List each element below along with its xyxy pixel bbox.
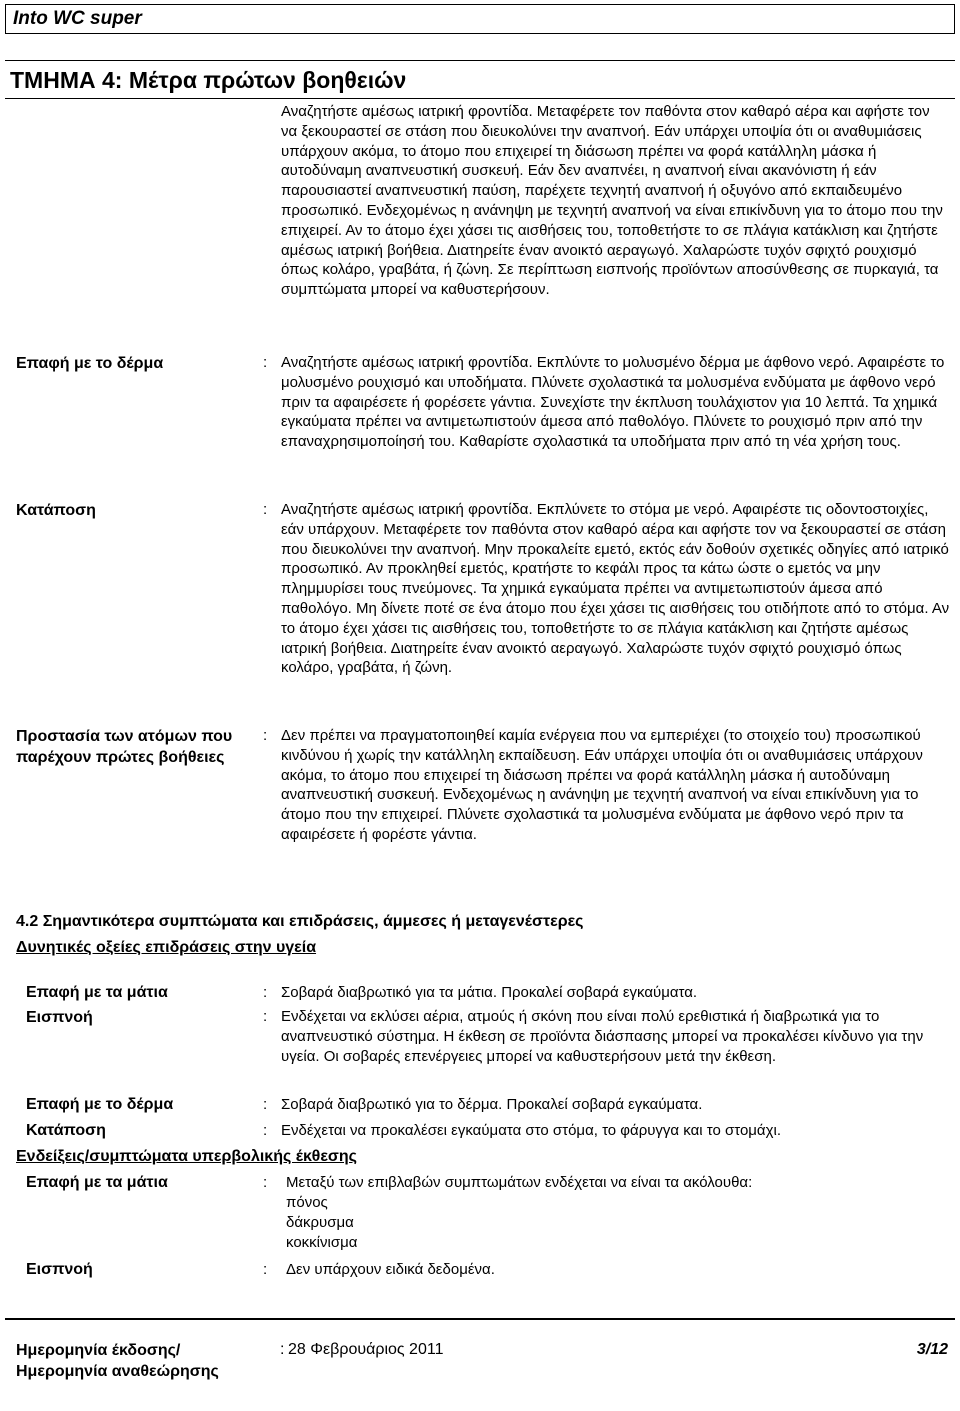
colon: : (263, 354, 268, 371)
header-bar (5, 4, 955, 34)
ingestion-text: Αναζητήστε αμέσως ιατρική φροντίδα. Εκπλύνετε το στόμα με νερό. Αφαιρέστε τις οδοντοστοιχίες, εάν υπάρχουν. Μεταφέρετε τον παθόντα στον καθαρό αέρα και αφήστε τον να ξεκουραστεί σε στάση που διευκολύνει την αναπνοή. Μην προκαλείτε εμετό, εκτός εάν δοθούν σχετικές οδηγίες από ιατρικό προσωπικό. Αν προκληθεί εμετός, κρατήστε το κεφάλι προς τα κάτω ώστε ο εμετός να μην πλημμυρίσει τους πνεύμονες. Τα χημικά εγκαύματα πρέπει να αντιμετωπιστούν άμεσα από παθολόγο. Μη δίνετε ποτέ σε ένα άτομο που έχει χάσει τις αισθήσεις του οτιδήποτε από το στόμα. Αν το άτομο έχει χάσει τις αισθήσεις του, τοποθετήστε το σε πλάγια κατάκλιση και ζητήστε αμέσως ιατρική βοήθεια. Διατηρείτε έναν ανοικτό αεραγωγό. Χαλαρώστε τυχόν σφιχτό ρουχισμό όπως κολάρο, γραβάτα, ή ζώνη. (281, 501, 950, 677)
skin-contact-text-2: Σοβαρά διαβρωτικό για το δέρμα. Προκαλεί σοβαρά εγκαύματα. (281, 1096, 703, 1113)
skin-contact-label-2: Επαφή με το δέρμα (26, 1096, 174, 1113)
ingestion-label-2: Κατάποση (26, 1122, 106, 1139)
eye-contact-label: Επαφή με τα μάτια (26, 984, 168, 1001)
symptoms-heading: 4.2 Σημαντικότερα συμπτώματα και επιδράσεις, άμμεσες ή μεταγενέστερες (16, 913, 584, 930)
colon: : (263, 1122, 268, 1139)
revision-date-value: 28 Φεβρουάριος 2011 (288, 1341, 444, 1358)
overexposure-heading: Ενδείξεις/συμπτώματα υπερβολικής έκθεσης (16, 1148, 357, 1165)
overexposure-eye-label: Επαφή με τα μάτια (26, 1174, 168, 1191)
symptom-item: κοκκίνισμα (286, 1234, 358, 1251)
ingestion-label: Κατάποση (16, 502, 96, 519)
inhalation-label: Εισπνοή (26, 1009, 93, 1026)
overexposure-inhalation-label: Εισπνοή (26, 1261, 93, 1278)
colon: : (280, 1341, 285, 1358)
inhalation-text: Ενδέχεται να εκλύσει αέρια, ατμούς ή σκόνη που είναι πολύ ερεθιστικά ή διαβρωτικά για το αναπνευστικό σύστημα. Η έκθεση σε προϊόντα διάσπασης μπορεί να προκαλέσει κίνδυνο για την υγεία. Οι σοβαρές επενέργειες μπορεί να καθυστερήσουν μετά την έκθεση. (281, 1008, 924, 1065)
colon: : (263, 1261, 268, 1278)
skin-contact-text: Αναζητήστε αμέσως ιατρική φροντίδα. Εκπλύντε το μολυσμένο δέρμα με άφθονο νερό. Αφαιρέστε το μολυσμένο ρουχισμό και υποδήματα. Πλύνετε σχολαστικά τα μολυσμένα ενδύματα με άφθονο νερό πριν τα αφαιρέσετε ή φορέσετε γάντια. Συνεχίστε την έκπλυση τουλάχιστον για 10 λεπτά. Τα χημικά εγκαύματα πρέπει να αντιμετωπιστούν άμεσα από παθολόγο. Πλύνετε το ρουχισμό πριν από την επαναχρησιμοποίησή του. Καθαρίστε σχολαστικά τα υποδήματα πριν από τη νέα χρήση τους. (281, 354, 945, 451)
first-aider-protection-text: Δεν πρέπει να πραγματοποιηθεί καμία ενέργεια που να εμπεριέχει (το στοιχείο του) προσωπικού κινδύνου ή χωρίς την κατάλληλη εκπαίδευση. Εάν υπάρχει υποψία ότι οι αναθυμιάσεις υπάρχουν ακόμα, το άτομο που επιχειρεί τη διάσωση πρέπει να φορά κατάλληλη μάσκα ή αυτοδύναμη αναπνευστική συσκευή. Ενδεχομένως η ανάνηψη με τεχνητή αναπνοή να είναι επικίνδυνη για το άτομο που την επιχειρεί. Πλύνετε σχολαστικά τα μολυσμένα ενδύματα με άφθονο νερό πριν τα αφαιρέσετε ή φορέστε γάντια. (281, 727, 923, 843)
colon: : (263, 984, 268, 1001)
colon: : (263, 1008, 268, 1025)
colon: : (263, 501, 268, 518)
footer-divider (5, 1318, 955, 1320)
colon: : (263, 1096, 268, 1113)
colon: : (263, 727, 268, 744)
acute-effects-heading: Δυνητικές οξείες επιδράσεις στην υγεία (16, 939, 317, 956)
symptom-item: πόνος (286, 1194, 328, 1211)
overexposure-eye-intro: Μεταξύ των επιβλαβών συμπτωμάτων ενδέχεται να είναι τα ακόλουθα: (286, 1174, 753, 1191)
page-number: 3/12 (916, 1341, 948, 1358)
colon: : (263, 1174, 268, 1191)
ingestion-text-2: Ενδέχεται να προκαλέσει εγκαύματα στο στόμα, το φάρυγγα και το στομάχι. (281, 1122, 781, 1139)
skin-contact-label: Επαφή με το δέρμα (16, 355, 164, 372)
product-name: Into WC super (13, 8, 142, 29)
overexposure-inhalation-text: Δεν υπάρχουν ειδικά δεδομένα. (286, 1261, 495, 1278)
first-aider-protection-label: Προστασία των ατόμων που παρέχουν πρώτες βοήθειες (16, 728, 233, 766)
inhalation-text-continued: Αναζητήστε αμέσως ιατρική φροντίδα. Μεταφέρετε τον παθόντα στον καθαρό αέρα και αφήστε τον να ξεκουραστεί σε στάση που διευκολύνει την αναπνοή. Εάν υπάρχει υποψία ότι οι αναθυμιάσεις υπάρχουν ακόμα, το άτομο που επιχειρεί τη διάσωση πρέπει να φορά κατάλληλη μάσκα ή αυτοδύναμη αναπνευστική συσκευή. Εάν δεν αναπνέει, η αναπνοή είναι ακανόνιστη ή εάν παρουσιαστεί αναπνευστική παύση, παρέχετε τεχνητή αναπνοή ή οξυγόνο από εκπαιδευμένο προσωπικό. Ενδεχομένως η ανάνηψη με τεχνητή αναπνοή να είναι επικίνδυνη για το άτομο που την επιχειρεί. Αν το άτομο έχει χάσει τις αισθήσεις του, τοποθετήστε το σε πλάγια κατάκλιση και ζητήστε αμέσως ιατρική βοήθεια. Διατηρείτε έναν ανοικτό αεραγωγό. Χαλαρώστε τυχόν σφιχτό ρουχισμό όπως κολάρο, γραβάτα, ή ζώνη. Σε περίπτωση εισπνοής προϊόντων αποσύνθεσης σε πυρκαγιά, τα συμπτώματα μπορεί να καθυστερήσουν. (281, 103, 943, 299)
section-header (5, 60, 955, 99)
eye-contact-text: Σοβαρά διαβρωτικό για τα μάτια. Προκαλεί σοβαρά εγκαύματα. (281, 984, 698, 1001)
symptom-item: δάκρυσμα (286, 1214, 354, 1231)
revision-date-label: Ημερομηνία έκδοσης/Ημερομηνία αναθεώρησης (16, 1342, 219, 1380)
section-title: ΤΜΗΜΑ 4: Μέτρα πρώτων βοηθειών (10, 67, 407, 93)
